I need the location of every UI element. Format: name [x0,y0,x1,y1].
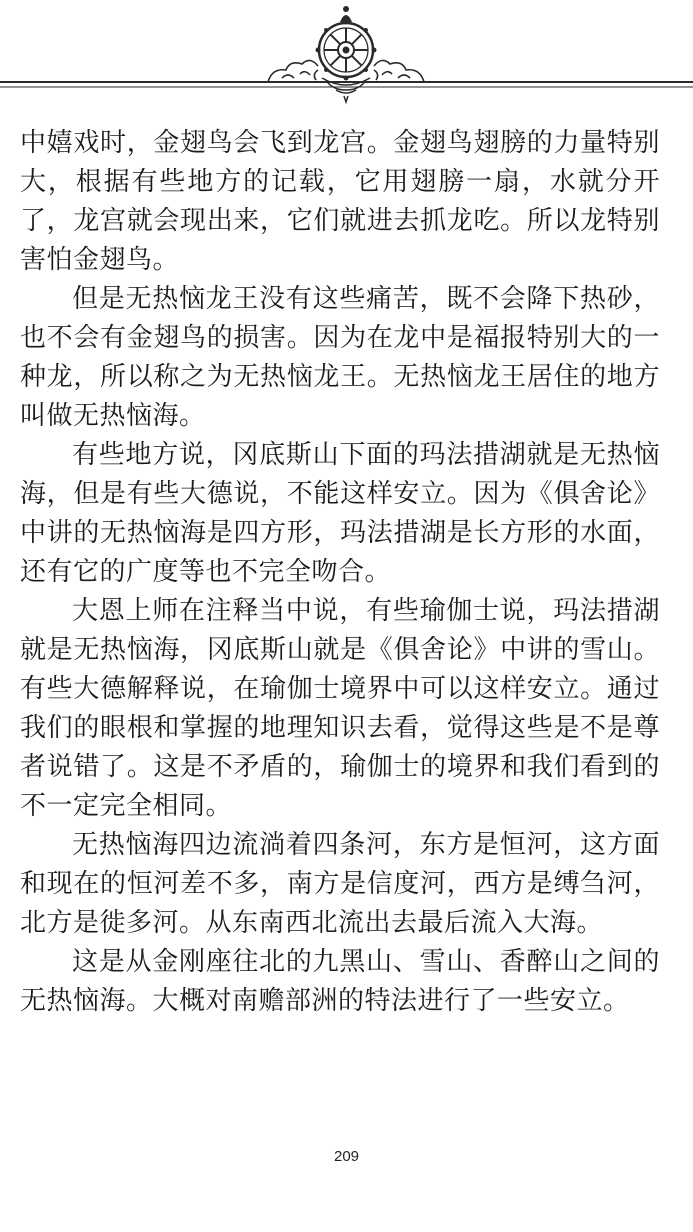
paragraph-4: 大恩上师在注释当中说，有些瑜伽士说，玛法措湖就是无热恼海，冈底斯山就是《俱舍论》中讲的雪山。有些大德解释说，在瑜伽士境界中可以这样安立。通过我们的眼根和掌握的地理知识去看，觉得这些是不是尊者说错了。这是不矛盾的，瑜伽士的境界和我们看到的不一定完全相同。 [20,596,660,821]
dharma-wheel-icon [0,0,693,110]
page-header-ornament [0,0,693,110]
paragraph-3: 有些地方说，冈底斯山下面的玛法措湖就是无热恼海，但是有些大德说，不能这样安立。因为《俱舍论》中讲的无热恼海是四方形，玛法措湖是长方形的水面，还有它的广度等也不完全吻合。 [20,440,660,587]
paragraph-5: 无热恼海四边流淌着四条河，东方是恒河，这方面和现在的恒河差不多，南方是信度河，西方是缚刍河，北方是徙多河。从东南西北流出去最后流入大海。 [20,830,660,938]
page-number: 209 [333,1148,360,1165]
paragraph-6: 这是从金刚座往北的九黑山、雪山、香醉山之间的无热恼海。大概对南赡部洲的特法进行了一些安立。 [20,947,660,1016]
body-text [20,124,660,1021]
paragraph-1: 中嬉戏时，金翅鸟会飞到龙宫。金翅鸟翅膀的力量特别大，根据有些地方的记载，它用翅膀一扇，水就分开了，龙宫就会现出来，它们就进去抓龙吃。所以龙特别害怕金翅鸟。 [20,128,660,275]
paragraph-2: 但是无热恼龙王没有这些痛苦，既不会降下热砂，也不会有金翅鸟的损害。因为在龙中是福报特别大的一种龙，所以称之为无热恼龙王。无热恼龙王居住的地方叫做无热恼海。 [20,284,660,431]
